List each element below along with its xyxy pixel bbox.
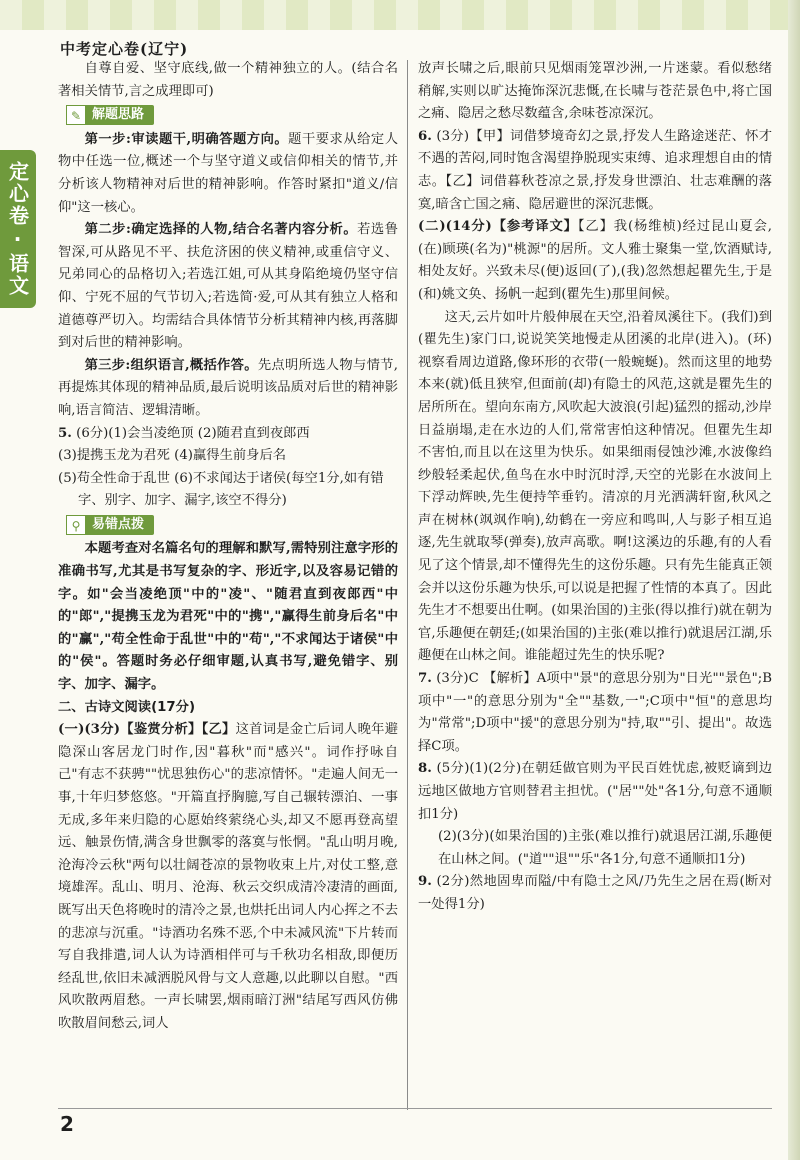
question-6-text: (3分)【甲】词借梦境奇幻之景,抒发人生路途迷茫、怀才不遇的苦闷,同时饱含渴望挣脱现实束缚、追求理想自由的情志。【乙】词借暮秋苍凉之景,抒发身世漂泊、壮志难酬的落寞,暗含亡国之痛、隐居避世的深沉悲慨。 <box>418 128 772 212</box>
question-7-text: (3分)C 【解析】A项中"景"的意思分别为"日光""景色";B项中"一"的意思分别为"全""基数,一";C项中"恒"的意思均为"常常";D项中"援"的意思分别为"持,取""引、提出"。故选择C项。 <box>418 671 772 754</box>
poem-analysis-continuation: 放声长啸之后,眼前只见烟雨笼罩沙洲,一片迷蒙。看似愁绪稍解,实则以旷达掩饰深沉悲慨,在长啸与苍茫景色中,将亡国之痛、隐居之愁尽数蕴含,余味苍凉深沉。 <box>418 61 772 122</box>
question-9-number: 9. <box>418 874 432 890</box>
question-9-text: (2分)然地固卑而隘/中有隐士之风/乃先生之居在焉(断对一处得1分) <box>418 874 773 912</box>
question-8-part2: (2)(3分)(如果治国的)主张(难以推行)就退居江湖,乐趣便在山林之间。("道""退""乐"各1分,句意不通顺扣1分) <box>437 829 772 867</box>
answer-continuation: 自尊自爱、坚守底线,做一个精神独立的人。(结合名著相关情节,言之成理即可) <box>58 61 398 99</box>
poem-analysis-text: 这首词是金亡后词人晚年避隐深山客居龙门时作,因"暮秋"而"感兴"。词作抒咏自己"有志不获骋""忧思独伤心"的悲凉情怀。"走遍人间无一事,十年归梦悠悠。"开篇直抒胸臆,写自己辗转漂泊、一事无成,多年来归隐的心愿始终萦绕心头,却又不愿再登高望远、触景伤情,满含身世飘零的落寞与怅惘。"乱山明月晚,沧海冷云秋"两句以壮阔苍凉的景物收束上片,对仗工整,意境雄浑。乱山、明月、沧海、秋云交织成清冷凄清的画面,既写出天色将晚时的清冷之景,也烘托出词人内心挥之不去的悲凉与沉重。"诗酒功名殊不恶,个中未减风流"下片转而写自我排遣,词人认为诗酒相伴可与千秋功名相敌,即便历经乱世,依旧未减洒脱风骨与文人意趣,以此聊以自慰。"西风吹散两眉愁。一声长啸罢,烟雨暗汀洲"结尾写西风仿佛吹散眉间愁云,词人 <box>58 722 398 1031</box>
solution-tag-label: 解题思路 <box>92 106 145 122</box>
question-8-text: (5分)(1)(2分)在朝廷做官则为平民百姓忧虑,被贬谪到边远地区做地方官则替君主担忧。("居""处"各1分,句意不通顺扣1分) <box>418 761 773 822</box>
question-5-line: (5)苟全性命于乱世 (6)不求闻达于诸侯(每空1分,如有错字、别字、加字、漏字,该空不得分) <box>58 470 384 509</box>
page-number: 2 <box>60 1112 74 1136</box>
column-divider <box>407 60 408 1110</box>
left-column <box>58 58 398 1036</box>
poem-analysis-head: (一)(3分)【鉴赏分析】【乙】 <box>58 722 236 738</box>
side-tab: 定心卷·语文 <box>0 150 36 308</box>
step2-label: 第二步:确定选择的人物,结合名著内容分析。 <box>84 222 358 238</box>
error-tip-tag <box>66 515 154 535</box>
step1-text: 题干要求从给定人物中任选一位,概述一个与坚守道义或信仰相关的情节,并分析该人物精神对后世的精神影响。作答时紧扣"道义/信仰"这一核心。 <box>58 131 398 215</box>
footer-rule <box>58 1108 772 1109</box>
question-6 <box>418 126 772 216</box>
question-7-number: 7. <box>418 671 432 687</box>
translation-paragraph: 【乙】我(杨维桢)经过昆山夏会,(在)顾瑛(名为)"桃源"的居所。文人雅士聚集一堂,饮酒赋诗,相处友好。兴致未尽(便)返回(了),(我)忽然想起瞿先生,于是(和)姚文奂、扬帆一起到(瞿先生)那里间候。 <box>418 219 773 302</box>
question-9 <box>418 871 772 916</box>
step3-label: 第三步:组织语言,概括作答。 <box>84 357 258 373</box>
step1 <box>58 129 398 219</box>
question-8 <box>418 758 772 826</box>
solution-tag <box>66 105 154 125</box>
question-5-number: 5. <box>58 425 72 441</box>
top-decorative-band <box>0 0 800 30</box>
page-header: 中考定心卷(辽宁) <box>60 40 189 58</box>
step3-text: 先点明所选人物与情节,再提炼其体现的精神品质,最后说明该品质对后世的精神影响,语言简洁、逻辑清晰。 <box>58 357 398 418</box>
key-icon: ⚲ <box>66 515 86 535</box>
step2 <box>58 219 398 355</box>
book-icon: ✎ <box>66 105 86 125</box>
step2-text: 若选鲁智深,可从路见不平、扶危济困的侠义精神,或重信守义、兄弟同心的品格切入;若选江姐,可从其身陷绝境仍坚守信仰、宁死不屈的气节切入;若选简·爱,可从其有独立人格和道德尊严切入。均需结合具体情节分析其精神内核,再落脚到对后世的精神影响。 <box>58 222 399 351</box>
question-5-line: (3)提携玉龙为君死 (4)赢得生前身后名 <box>58 448 287 464</box>
translation-paragraph: 这天,云片如叶片般伸展在天空,沿着凤溪往下。(我们)到(瞿先生)家门口,说说笑笑地慢走从团溪的北岸(进入)。(环)视察看周边道路,像环形的衣带(一般蜿蜒)。然而这里的地势本来(就)低且狭窄,但面前(却)有隐士的风范,这就是瞿先生的居所所在。望向东南方,风吹起大波浪(引起)猛烈的摇动,沙岸日益崩塌,走在水边的人们,常常害怕这种情况。但瞿先生却不害怕,而且以在这里为快乐。如果细雨侵蚀沙滩,水波像绉纱般轻柔起伏,鱼鸟在水中时沉时浮,天空的光影在水波间上下浮动辉映,先生便持竿垂钓。清凉的月光洒满轩窗,秋风之声在树林(飒飒作响),幼鹤在一旁应和鸣叫,人与影子相互追逐,先生就取琴(弹奏),放声高歌。啊!这溪边的乐趣,有的人看见了这个情景,却不懂得先生的这份乐趣。只有先生能真正领会并以这份乐趣为快乐,可以说是把握了性情的本真了。因此先生才不想要出仕啊。(如果治国的)主张(得以推行)就在朝为官,乐趣便在朝廷;(如果治国的)主张(难以推行)就退居江湖,乐趣便在山林之间。谁能超过先生的快乐呢? <box>418 309 772 664</box>
question-8-number: 8. <box>418 761 432 777</box>
question-5-line: (6分)(1)会当凌绝顶 (2)随君直到夜郎西 <box>76 425 310 441</box>
step1-label: 第一步:审读题干,明确答题方向。 <box>84 131 289 147</box>
question-5 <box>58 423 398 513</box>
page-edge-strip <box>788 0 800 1160</box>
translation <box>418 216 772 306</box>
question-6-number: 6. <box>418 128 432 144</box>
step3 <box>58 355 398 423</box>
error-tip-text: 本题考查对名篇名句的理解和默写,需特别注意字形的准确书写,尤其是书写复杂的字、形近字,以及容易记错的字。如"会当凌绝顶"中的"凌"、"随君直到夜郎西"中的"郎","提携玉龙为君死"中的"携","赢得生前身后名"中的"赢","苟全性命于乱世"中的"苟","不求闻达于诸侯"中的"侯"。答题时务必仔细审题,认真书写,避免错字、别字、加字、漏字。 <box>58 541 398 693</box>
error-tip-tag-label: 易错点拨 <box>92 516 145 532</box>
section-title: 二、古诗文阅读(17分) <box>58 699 196 715</box>
translation-head: (二)(14分)【参考译文】 <box>418 219 578 235</box>
question-7 <box>418 668 772 758</box>
poem-analysis <box>58 719 398 1035</box>
right-column <box>418 58 772 917</box>
